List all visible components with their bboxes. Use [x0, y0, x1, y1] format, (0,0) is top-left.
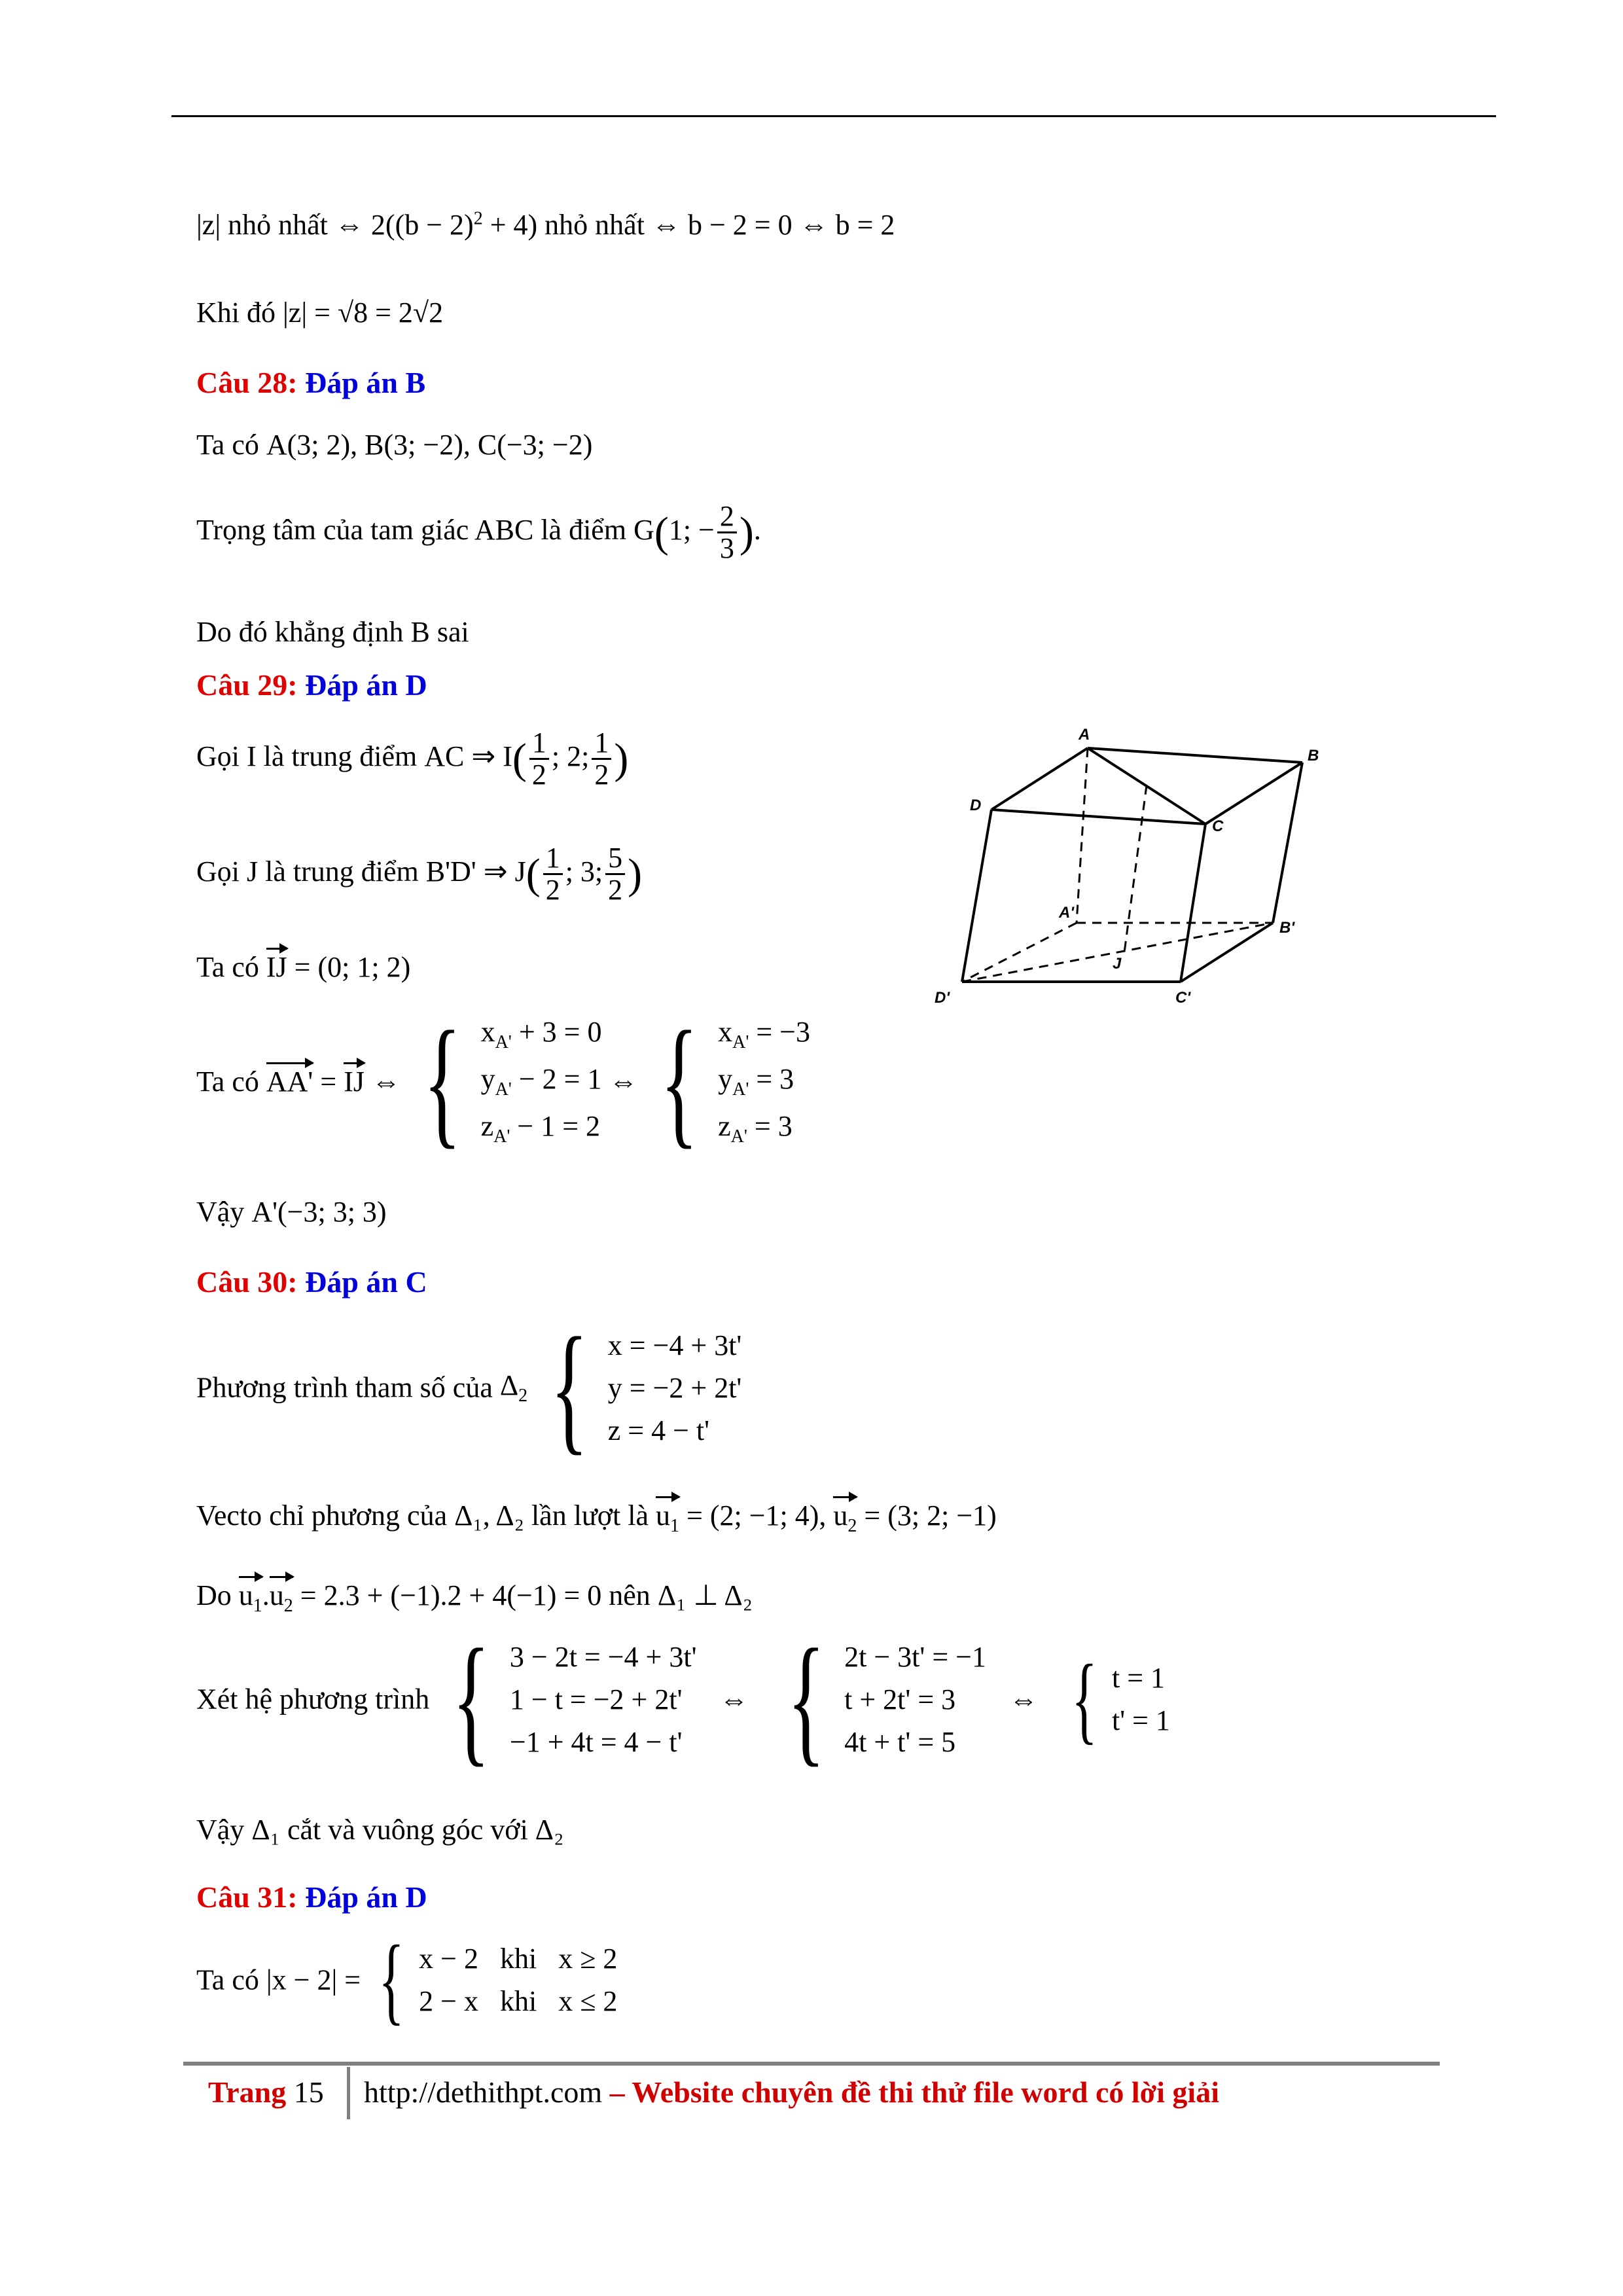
- edge-A1D1: [962, 923, 1077, 982]
- footer-website[interactable]: http://dethithpt.com – Website chuyên đề thi thử file word có lời giải: [364, 2075, 1219, 2109]
- q30-param: Phương trình tham số của $\Delta_2$ { x = −4 + 3t' y = −2 + 2t' z = 4 − t': [196, 1308, 742, 1467]
- header-rule: [171, 115, 1496, 117]
- edge-AD: [991, 748, 1088, 810]
- parallelepiped-figure: [916, 720, 1387, 1021]
- edge-BB1: [1273, 762, 1302, 923]
- q29-line2: Gọi J là trung điểm B'D' ⇒ J( $\frac{1}{2}$ ; 3; $\frac{5}{2}$ ): [196, 842, 643, 906]
- question-28-heading: Câu 28: Đáp án B: [196, 366, 426, 399]
- edge-AB: [1088, 748, 1302, 762]
- q30-conclusion: Vậy Δ₁ cắt và vuông góc với Δ₂: [196, 1814, 564, 1846]
- edge-BC: [1205, 762, 1302, 824]
- q30-line3: Do $u_1.u_2 = 2.3 + (-1).2 + 4(-1) = 0$ nên Δ₁ ⊥ Δ₂: [196, 1579, 753, 1616]
- label-C: C: [1212, 817, 1224, 835]
- label-A: A: [1079, 726, 1090, 744]
- q28-line2: Trọng tâm của tam giác ABC là điểm G(1; − $\frac{2}{3}$ ).: [196, 500, 761, 565]
- edge-DD1: [962, 810, 991, 982]
- math: |z| = √8 = 2√2: [283, 296, 444, 329]
- q30-system: Xét hệ phương trình { 3 − 2t = −4 + 3t' 1 − t = −2 + 2t' −1 + 4t = 4 − t' ⇔ { 2t − 3t' = −1 t + 2t' = 3 4t + t' = 5 ⇔ { t = 1 t' = 1: [196, 1619, 1170, 1779]
- footer-page-number: Trang 15: [208, 2075, 324, 2109]
- footer-divider: [347, 2067, 350, 2119]
- q30-line2: Vecto chỉ phương của Δ₁, Δ₂ lần lượt là $u_1 = (2$; −1; 4), $u_2 = (3$; 2; −1): [196, 1499, 997, 1536]
- math: |z|: [196, 209, 221, 241]
- question-30-heading: Câu 30: Đáp án C: [196, 1265, 427, 1299]
- label-D1: D': [935, 989, 950, 1007]
- q29-line1: Gọi I là trung điểm AC ⇒ I( $\frac{1}{2}$ ; 2; $\frac{1}{2}$ ): [196, 726, 629, 791]
- edge-DC: [991, 810, 1205, 824]
- edge-CC1: [1181, 824, 1205, 982]
- q29-line3: Ta có IJ = (0; 1; 2): [196, 951, 411, 983]
- footer-rule: [183, 2062, 1440, 2066]
- text: nhỏ nhất: [228, 209, 328, 241]
- label-B: B: [1308, 747, 1319, 764]
- question-31-heading: Câu 31: Đáp án D: [196, 1880, 427, 1914]
- label-A1: A': [1059, 904, 1075, 922]
- line-min-z: [196, 208, 895, 242]
- q29-line4: Ta có AA' = IJ ⇔ { $x_{A'} + 3 = 0$ $y_{A'} - 2 = 1$ $z_{A'} - 1 = 2$ ⇔ { $x_{A'} = -3$ $y_{A'} = 3$ $z_{A'} = 3$: [196, 1001, 810, 1161]
- system-a: { $x_{A'} + 3 = 0$ $y_{A'} - 2 = 1$ $z_{A'} - 1 = 2$: [423, 1001, 602, 1161]
- system-b: { $x_{A'} = -3$ $y_{A'} = 3$ $z_{A'} = 3$: [660, 1001, 810, 1161]
- q28-line1: Ta có A(3; 2), B(3; −2), C(−3; −2): [196, 429, 593, 461]
- footer-url-link[interactable]: http://dethithpt.com: [364, 2075, 603, 2109]
- text: Khi đó: [196, 296, 276, 329]
- text: nhỏ nhất: [544, 209, 645, 241]
- segment-IJ: [1124, 785, 1147, 952]
- label-D: D: [970, 797, 982, 814]
- math: ⇔ b − 2 = 0 ⇔ b = 2: [651, 209, 895, 241]
- q28-line3: Do đó khẳng định B sai: [196, 616, 469, 648]
- label-C1: C': [1175, 989, 1191, 1007]
- edge-AA1: [1077, 748, 1088, 923]
- question-29-heading: Câu 29: Đáp án D: [196, 668, 427, 702]
- label-B1: B': [1279, 919, 1295, 937]
- line-modulus: [196, 296, 443, 329]
- q31-abs-cases: Ta có |x − 2| = { x − 2 khi x ≥ 2 2 − x khi x ≤ 2: [196, 1926, 618, 2034]
- q29-line5: Vậy A'(−3; 3; 3): [196, 1196, 387, 1228]
- label-J: J: [1113, 955, 1122, 973]
- math: ⇔ $2((b - 2)^2 + 4)$: [334, 208, 538, 241]
